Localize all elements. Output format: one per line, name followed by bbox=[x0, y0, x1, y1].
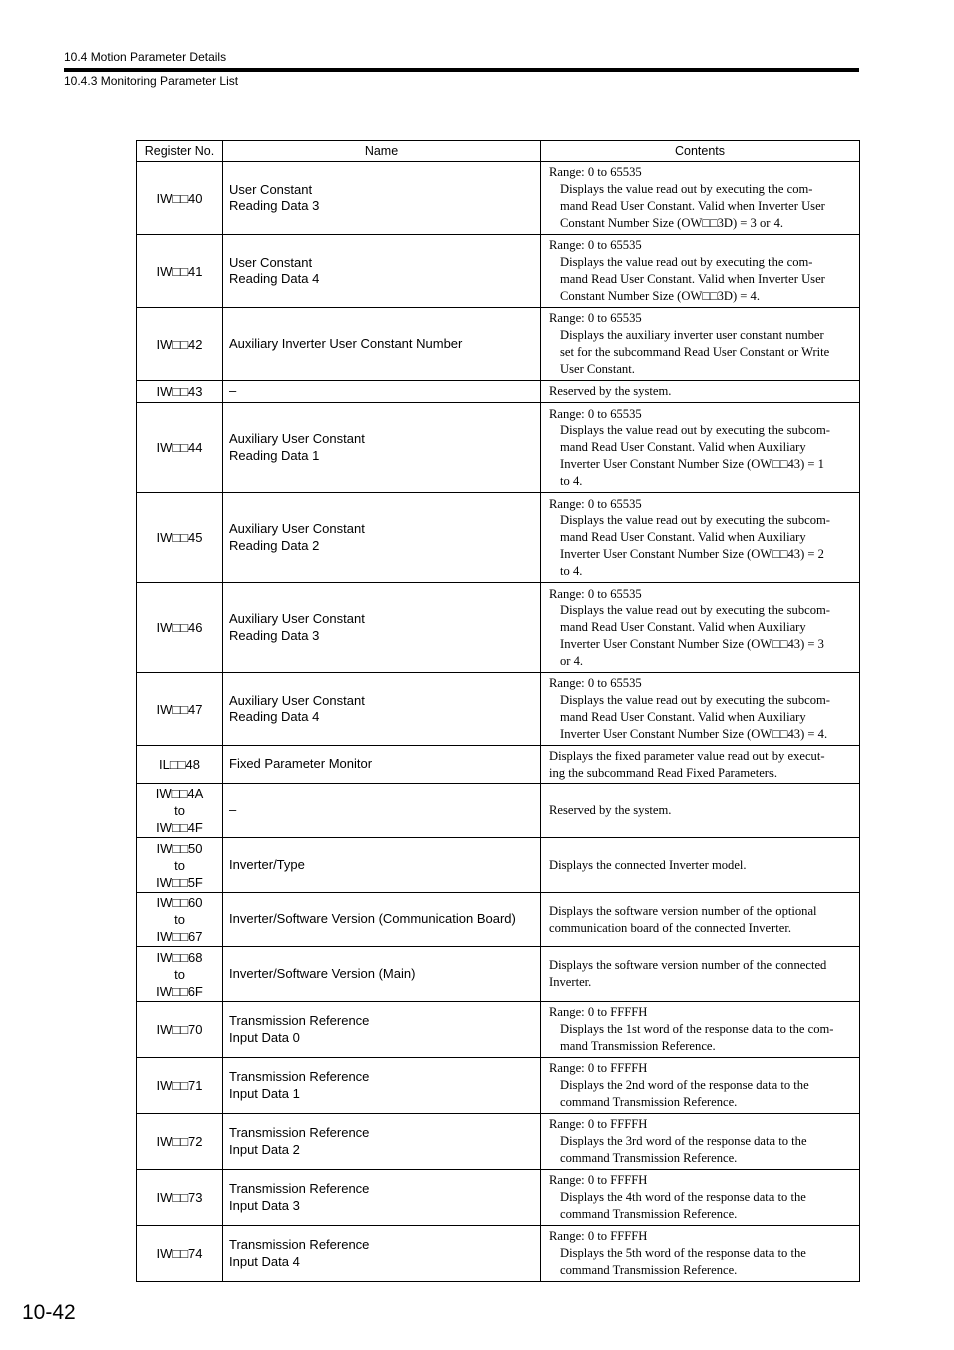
register-number: IW□□44 bbox=[156, 440, 203, 455]
description-text: Displays the 4th word of the response data to the command Transmission Reference. bbox=[560, 1190, 806, 1221]
description-text: Displays the fixed parameter value read out by execut- ing the subcommand Read Fixed Parameters. bbox=[549, 748, 825, 780]
register-cell bbox=[137, 893, 223, 947]
parameter-name: Auxiliary User Constant Reading Data 1 bbox=[229, 431, 365, 463]
register-cell bbox=[137, 162, 223, 235]
parameter-name: Auxiliary User Constant Reading Data 3 bbox=[229, 611, 365, 643]
description-text: Displays the value read out by executing the subcom- mand Read User Constant. Valid when Auxiliary Inverter User Constant Number Size (OW□□43) = 1 to 4. bbox=[560, 423, 830, 488]
description-text: Displays the 3rd word of the response data to the command Transmission Reference. bbox=[560, 1134, 807, 1165]
section-header: 10.4 Motion Parameter Details bbox=[64, 50, 227, 64]
parameter-name: Inverter/Type bbox=[229, 856, 305, 872]
parameter-name: Transmission Reference Input Data 0 bbox=[229, 1013, 370, 1045]
description-text: Displays the value read out by executing the subcom- mand Read User Constant. Valid when Auxiliary Inverter User Constant Number Size (OW□□43) = 4. bbox=[560, 693, 830, 741]
table-row bbox=[137, 673, 860, 746]
name-cell bbox=[223, 1226, 541, 1282]
register-number: IW□□45 bbox=[156, 530, 203, 545]
range-text: Range: 0 to FFFFH bbox=[549, 1173, 648, 1188]
column-header-name: Name bbox=[223, 141, 541, 162]
register-number: IW□□70 bbox=[156, 1022, 203, 1037]
range-text: Range: 0 to FFFFH bbox=[549, 1229, 648, 1244]
table-row bbox=[137, 947, 860, 1002]
name-cell bbox=[223, 673, 541, 746]
contents-cell bbox=[541, 784, 860, 838]
name-cell bbox=[223, 1170, 541, 1226]
parameter-name: – bbox=[229, 383, 237, 399]
description-text: Displays the value read out by executing the com- mand Read User Constant. Valid when Inverter User Constant Number Size (OW□□3D) = 4. bbox=[560, 255, 825, 303]
parameter-name: Auxiliary User Constant Reading Data 4 bbox=[229, 692, 365, 724]
contents-cell bbox=[541, 583, 860, 673]
contents-cell bbox=[541, 162, 860, 235]
contents-cell bbox=[541, 673, 860, 746]
register-number: IW□□72 bbox=[156, 1134, 203, 1149]
description-text: Displays the software version number of the optional communication board of the connected Inverter. bbox=[549, 903, 817, 935]
contents-cell bbox=[541, 838, 860, 893]
description-text: Reserved by the system. bbox=[549, 384, 672, 399]
register-cell bbox=[137, 838, 223, 893]
name-cell bbox=[223, 235, 541, 308]
table-row bbox=[137, 493, 860, 583]
name-cell bbox=[223, 746, 541, 784]
parameter-name: User Constant Reading Data 4 bbox=[229, 254, 320, 286]
range-text: Range: 0 to 65535 bbox=[549, 406, 642, 421]
description-text: Reserved by the system. bbox=[549, 803, 672, 818]
name-cell bbox=[223, 493, 541, 583]
parameter-name: Transmission Reference Input Data 2 bbox=[229, 1125, 370, 1157]
description-text: Displays the value read out by executing the com- mand Read User Constant. Valid when Inverter User Constant Number Size (OW□□3D) = 3 or 4. bbox=[560, 182, 825, 230]
table-header-row bbox=[137, 141, 860, 162]
contents-cell bbox=[541, 1170, 860, 1226]
register-number: IL□□48 bbox=[158, 757, 200, 772]
range-text: Range: 0 to 65535 bbox=[549, 311, 642, 326]
parameter-name: Inverter/Software Version (Communication Board) bbox=[229, 911, 516, 927]
name-cell bbox=[223, 583, 541, 673]
page-number: 10-42 bbox=[22, 1301, 76, 1324]
parameter-name: Transmission Reference Input Data 3 bbox=[229, 1181, 370, 1213]
name-cell bbox=[223, 403, 541, 493]
range-text: Range: 0 to FFFFH bbox=[549, 1061, 648, 1076]
contents-cell bbox=[541, 1114, 860, 1170]
register-number: IW□□71 bbox=[156, 1078, 203, 1093]
table-row bbox=[137, 1114, 860, 1170]
name-cell bbox=[223, 947, 541, 1002]
register-cell bbox=[137, 1058, 223, 1114]
description-text: Displays the value read out by executing the subcom- mand Read User Constant. Valid when Auxiliary Inverter User Constant Number Size (OW□□43) = 2 to 4. bbox=[560, 513, 830, 578]
description-text: Displays the 5th word of the response data to the command Transmission Reference. bbox=[560, 1246, 806, 1277]
parameter-name: – bbox=[229, 802, 237, 818]
register-cell bbox=[137, 235, 223, 308]
name-cell bbox=[223, 893, 541, 947]
register-cell bbox=[137, 403, 223, 493]
range-text: Range: 0 to 65535 bbox=[549, 586, 642, 601]
monitoring-parameter-table bbox=[136, 140, 860, 1282]
description-text: Displays the 1st word of the response data to the com- mand Transmission Reference. bbox=[560, 1022, 834, 1053]
register-cell bbox=[137, 1226, 223, 1282]
name-cell bbox=[223, 1058, 541, 1114]
description-text: Displays the value read out by executing the subcom- mand Read User Constant. Valid when Auxiliary Inverter User Constant Number Size (OW□□43) = 3 or 4. bbox=[560, 603, 830, 668]
parameter-name: Fixed Parameter Monitor bbox=[229, 756, 373, 772]
table-row bbox=[137, 746, 860, 784]
contents-cell bbox=[541, 308, 860, 381]
register-number: IW□□40 bbox=[156, 190, 203, 206]
register-number: IW□□42 bbox=[156, 336, 203, 352]
table-row bbox=[137, 784, 860, 838]
table-row bbox=[137, 1058, 860, 1114]
subsection-header: 10.4.3 Monitoring Parameter List bbox=[64, 74, 239, 88]
contents-cell bbox=[541, 381, 860, 403]
contents-cell bbox=[541, 235, 860, 308]
description-text: Displays the software version number of the connected Inverter. bbox=[549, 958, 827, 989]
description-text: Displays the connected Inverter model. bbox=[549, 857, 747, 872]
parameter-name: User Constant Reading Data 3 bbox=[229, 181, 320, 213]
range-text: Range: 0 to FFFFH bbox=[549, 1005, 648, 1020]
name-cell bbox=[223, 1114, 541, 1170]
table-row bbox=[137, 403, 860, 493]
range-text: Range: 0 to FFFFH bbox=[549, 1117, 648, 1132]
parameter-name: Inverter/Software Version (Main) bbox=[229, 965, 416, 981]
contents-cell bbox=[541, 1058, 860, 1114]
name-cell bbox=[223, 381, 541, 403]
table-row bbox=[137, 308, 860, 381]
range-text: Range: 0 to 65535 bbox=[549, 238, 642, 253]
contents-cell bbox=[541, 493, 860, 583]
contents-cell bbox=[541, 1226, 860, 1282]
table-row bbox=[137, 838, 860, 893]
register-number: IW□□46 bbox=[156, 620, 203, 635]
register-cell bbox=[137, 784, 223, 838]
contents-cell bbox=[541, 893, 860, 947]
name-cell bbox=[223, 162, 541, 235]
register-number: IW□□43 bbox=[156, 384, 203, 399]
register-number: IW□□68 to IW□□6F bbox=[156, 949, 203, 999]
register-cell bbox=[137, 381, 223, 403]
contents-cell bbox=[541, 1002, 860, 1058]
header-rule bbox=[64, 68, 859, 72]
description-text: Displays the 2nd word of the response data to the command Transmission Reference. bbox=[560, 1078, 809, 1109]
name-cell bbox=[223, 1002, 541, 1058]
contents-cell bbox=[541, 746, 860, 784]
register-cell bbox=[137, 947, 223, 1002]
register-number: IW□□47 bbox=[156, 701, 203, 717]
register-cell bbox=[137, 746, 223, 784]
name-cell bbox=[223, 308, 541, 381]
table-row bbox=[137, 1226, 860, 1282]
register-cell bbox=[137, 1002, 223, 1058]
register-number: IW□□74 bbox=[156, 1246, 203, 1261]
register-number: IW□□50 to IW□□5F bbox=[156, 840, 203, 890]
name-cell bbox=[223, 784, 541, 838]
register-number: IW□□4A to IW□□4F bbox=[155, 786, 204, 835]
table-row bbox=[137, 893, 860, 947]
register-cell bbox=[137, 1114, 223, 1170]
table-row bbox=[137, 235, 860, 308]
parameter-name: Auxiliary Inverter User Constant Number bbox=[229, 335, 463, 351]
table-row bbox=[137, 583, 860, 673]
register-cell bbox=[137, 1170, 223, 1226]
table-row bbox=[137, 381, 860, 403]
parameter-name: Auxiliary User Constant Reading Data 2 bbox=[229, 521, 365, 553]
table-row bbox=[137, 162, 860, 235]
column-header-contents: Contents bbox=[541, 141, 860, 162]
name-cell bbox=[223, 838, 541, 893]
register-cell bbox=[137, 493, 223, 583]
range-text: Range: 0 to 65535 bbox=[549, 165, 642, 180]
register-number: IW□□60 to IW□□67 bbox=[156, 895, 203, 944]
register-cell bbox=[137, 308, 223, 381]
contents-cell bbox=[541, 947, 860, 1002]
contents-cell bbox=[541, 403, 860, 493]
register-number: IW□□41 bbox=[156, 263, 203, 279]
table-row bbox=[137, 1002, 860, 1058]
register-number: IW□□73 bbox=[156, 1190, 203, 1205]
range-text: Range: 0 to 65535 bbox=[549, 496, 642, 511]
register-cell bbox=[137, 583, 223, 673]
column-header-register: Register No. bbox=[137, 141, 223, 162]
range-text: Range: 0 to 65535 bbox=[549, 676, 642, 691]
parameter-name: Transmission Reference Input Data 1 bbox=[229, 1069, 370, 1101]
parameter-name: Transmission Reference Input Data 4 bbox=[229, 1237, 370, 1269]
register-cell bbox=[137, 673, 223, 746]
table-row bbox=[137, 1170, 860, 1226]
description-text: Displays the auxiliary inverter user constant number set for the subcommand Read User Constant or Write User Constant. bbox=[560, 328, 830, 376]
